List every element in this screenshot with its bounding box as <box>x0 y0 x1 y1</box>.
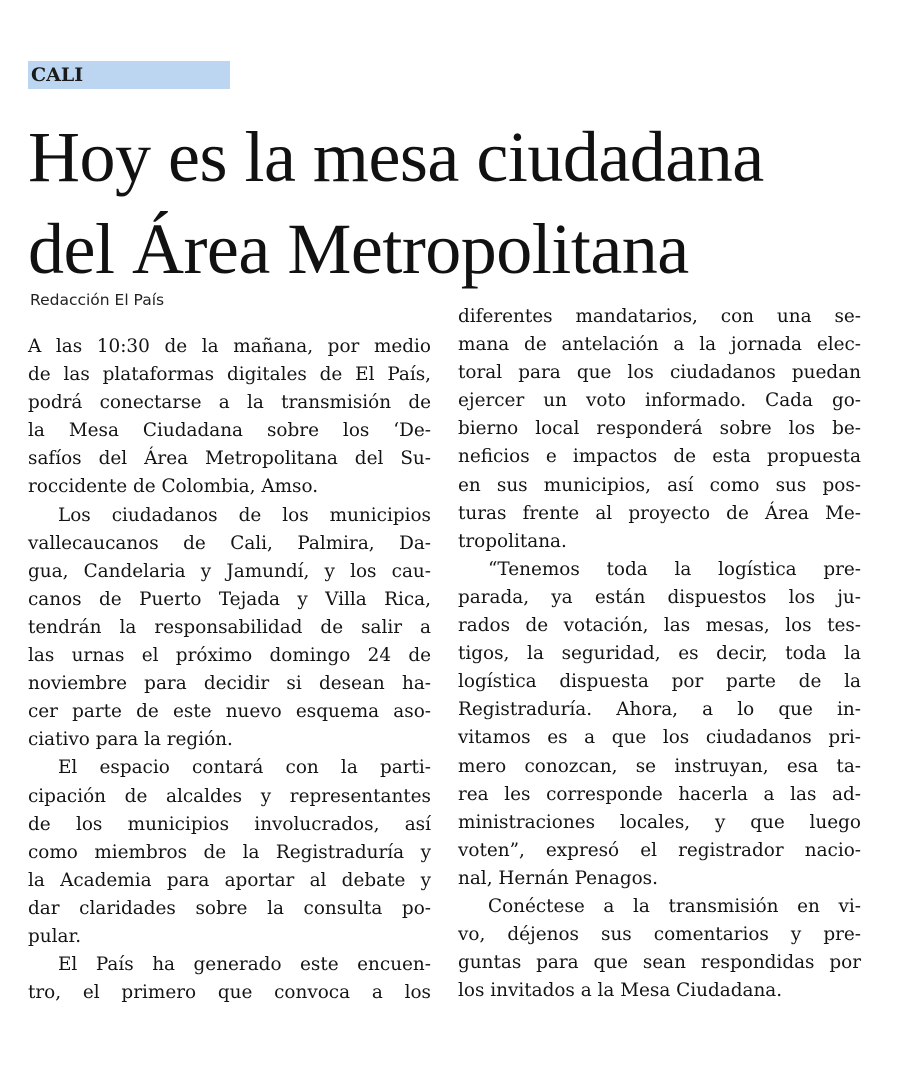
byline: Redacción El País <box>30 291 165 309</box>
section-tag: CALI <box>28 61 230 89</box>
article-line: rados de votación, las mesas, los tes- <box>458 615 861 637</box>
article-line: tropolitana. <box>458 530 567 552</box>
article-line: gua, Candelaria y Jamundí, y los cau- <box>28 560 431 582</box>
article-line: cer parte de este nuevo esquema aso- <box>28 701 431 723</box>
headline-line-1: Hoy es la mesa ciudadana <box>28 117 764 197</box>
article-line: tendrán la responsabilidad de salir a <box>28 616 431 638</box>
article-line: toral para que los ciudadanos puedan <box>458 362 861 384</box>
article-column-right <box>458 303 861 1005</box>
article-paragraph <box>28 951 431 1007</box>
article-line: roccidente de Colombia, Amso. <box>28 476 319 498</box>
article-line: las urnas el próximo domingo 24 de <box>28 645 431 667</box>
article-line: Los ciudadanos de los municipios <box>58 504 431 526</box>
article-line: El País ha generado este encuen- <box>58 954 431 976</box>
article-line: Registraduría. Ahora, a lo que in- <box>458 699 861 721</box>
article-line: cipación de alcaldes y representantes <box>28 785 431 807</box>
article-line: tigos, la seguridad, es decir, toda la <box>458 643 861 665</box>
article-line: de las plataformas digitales de El País, <box>28 364 431 386</box>
article-line: en sus municipios, así como sus pos- <box>458 474 861 496</box>
article-line: voten”, expresó el registrador nacio- <box>458 839 861 861</box>
article-paragraph <box>28 502 431 755</box>
article-line: A las 10:30 de la mañana, por medio <box>28 336 431 357</box>
article-paragraph <box>28 754 431 951</box>
article-line: como miembros de la Registraduría y <box>28 841 431 863</box>
article-line: ejercer un voto informado. Cada go- <box>458 390 861 412</box>
article-line: “Tenemos toda la logística pre- <box>488 558 861 580</box>
article-paragraph <box>458 556 861 893</box>
article-line: noviembre para decidir si desean ha- <box>28 673 431 695</box>
article-line: la Mesa Ciudadana sobre los ‘De- <box>28 420 431 442</box>
article-line: los invitados a la Mesa Ciudadana. <box>458 980 783 1002</box>
article-line: neficios e impactos de esta propuesta <box>458 446 861 468</box>
article-line: mero conozcan, se instruyan, esa ta- <box>458 755 861 777</box>
article-line: bierno local responderá sobre los be- <box>458 418 861 440</box>
article-line: rea les corresponde hacerla a las ad- <box>458 783 861 805</box>
article-line: safíos del Área Metropolitana del Su- <box>28 448 431 470</box>
article-paragraph <box>458 893 861 1005</box>
article-line: logística dispuesta por parte de la <box>458 671 861 693</box>
article-line: la Academia para aportar al debate y <box>28 869 431 891</box>
article-line: tro, el primero que convoca a los <box>28 982 431 1004</box>
article-line: vitamos es a que los ciudadanos pri- <box>458 727 861 749</box>
article-line: vallecaucanos de Cali, Palmira, Da- <box>28 532 431 554</box>
article-line: diferentes mandatarios, con una se- <box>458 306 861 327</box>
article-line: pular. <box>28 925 82 947</box>
headline-line-2: del Área Metropolitana <box>28 209 689 289</box>
article-line: ministraciones locales, y que luego <box>458 811 861 833</box>
article-line: nal, Hernán Penagos. <box>458 867 658 889</box>
article-line: guntas para que sean respondidas por <box>458 952 861 974</box>
article-paragraph <box>458 303 861 556</box>
article-paragraph <box>28 333 431 502</box>
article-line: vo, déjenos sus comentarios y pre- <box>458 924 861 946</box>
article-line: canos de Puerto Tejada y Villa Rica, <box>28 588 431 610</box>
article-line: mana de antelación a la jornada elec- <box>458 334 861 356</box>
article-line: ciativo para la región. <box>28 729 233 751</box>
article-line: de los municipios involucrados, así <box>28 813 431 835</box>
article-line: dar claridades sobre la consulta po- <box>28 897 431 919</box>
article-line: parada, ya están dispuestos los ju- <box>458 586 861 608</box>
headline <box>28 111 888 295</box>
article-column-left <box>28 333 431 1007</box>
article-line: turas frente al proyecto de Área Me- <box>458 502 861 524</box>
article-line: Conéctese a la transmisión en vi- <box>488 895 861 917</box>
article-line: El espacio contará con la parti- <box>58 757 431 779</box>
article-line: podrá conectarse a la transmisión de <box>28 392 431 414</box>
